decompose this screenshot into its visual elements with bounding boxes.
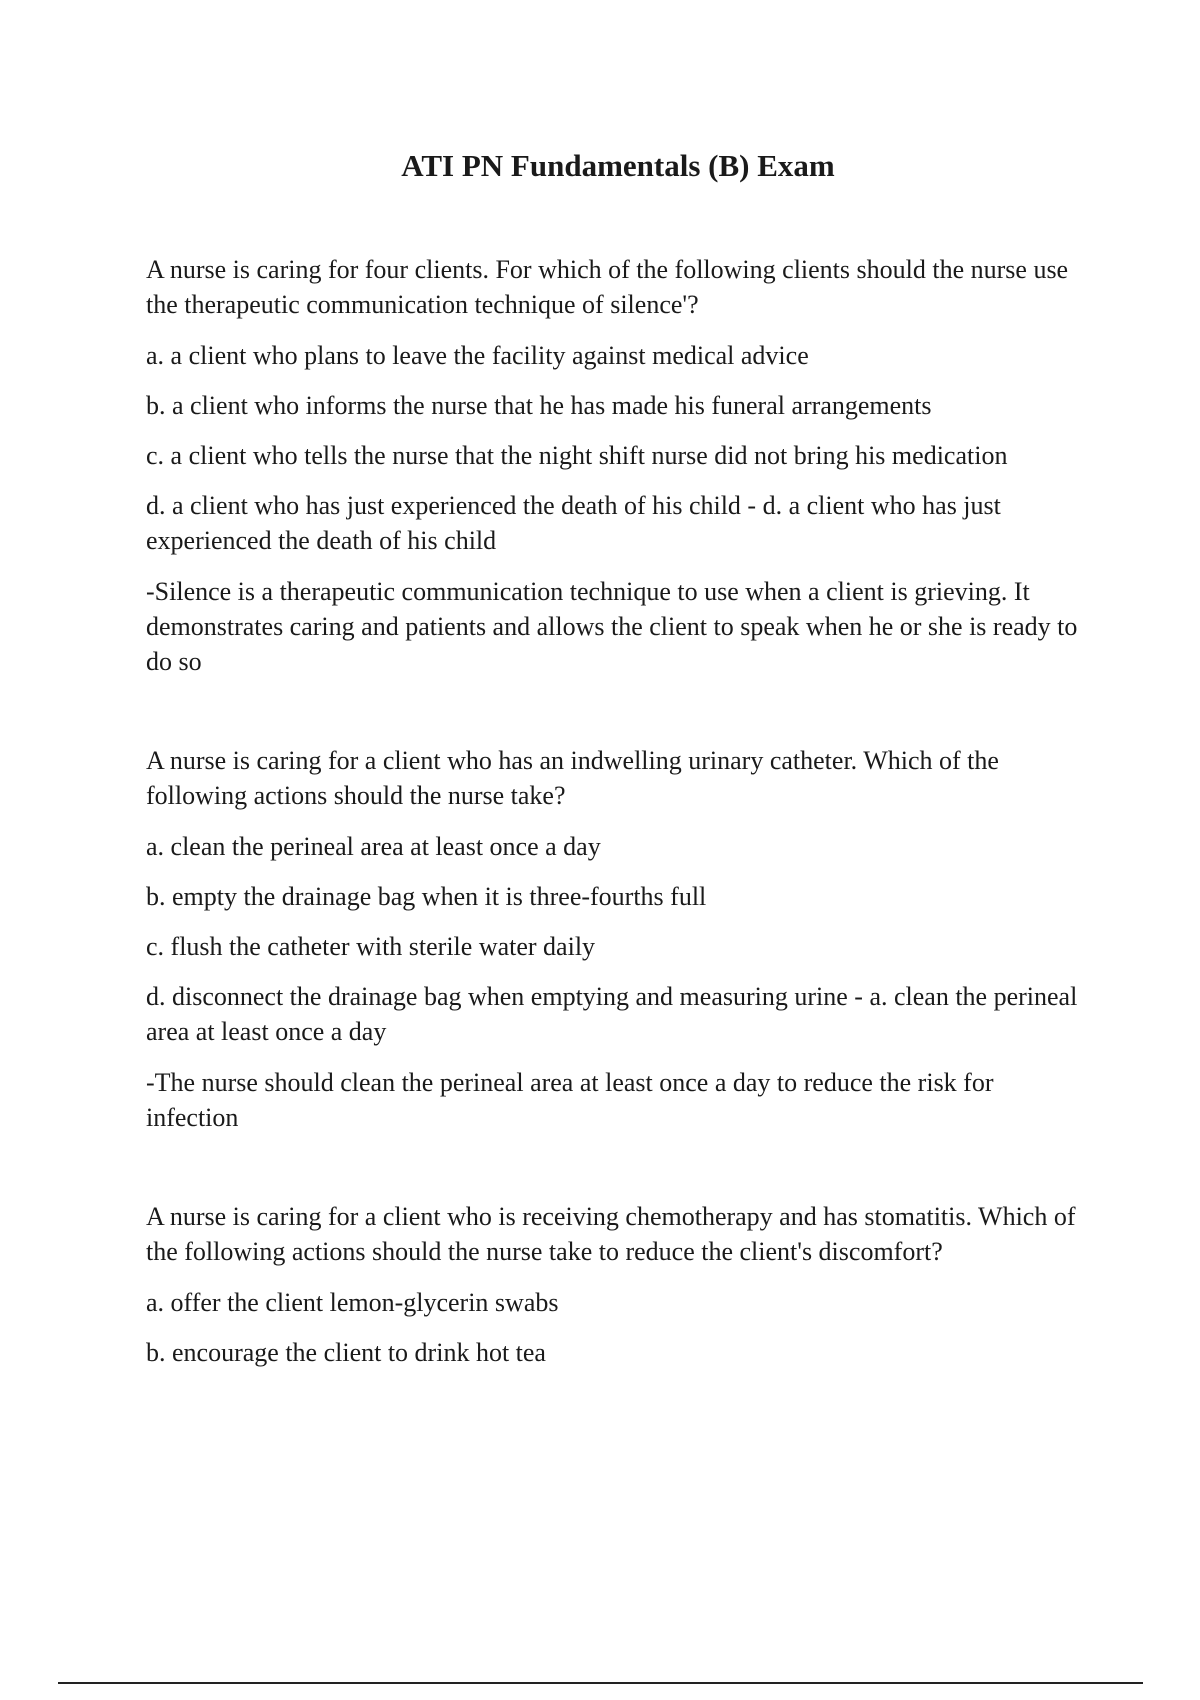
answer-option: a. a client who plans to leave the facility against medical advice	[146, 341, 809, 370]
answer-option: b. encourage the client to drink hot tea	[146, 1338, 546, 1367]
question-spacer	[146, 1135, 1086, 1199]
page-title: ATI PN Fundamentals (B) Exam	[401, 148, 835, 183]
answer-option-correct: d. disconnect the drainage bag when emptying and measuring urine - a. clean the perineal area at least once a day	[146, 982, 1078, 1046]
question-text: A nurse is caring for a client who is receiving chemotherapy and has stomatitis. Which of the following actions should the nurse take to reduce the client's discomfort?	[146, 1202, 1076, 1266]
question-text: A nurse is caring for a client who has an indwelling urinary catheter. Which of the following actions should the nurse take?	[146, 746, 999, 810]
question-1	[146, 252, 1086, 679]
answer-option: c. flush the catheter with sterile water daily	[146, 932, 596, 961]
question-list	[146, 252, 1086, 1385]
question-text: A nurse is caring for four clients. For which of the following clients should the nurse use the therapeutic communication technique of silence'?	[146, 255, 1069, 319]
answer-option: b. empty the drainage bag when it is three-fourths full	[146, 882, 707, 911]
answer-option: a. offer the client lemon-glycerin swabs	[146, 1288, 559, 1317]
question-2	[146, 743, 1086, 1135]
question-3	[146, 1199, 1086, 1370]
question-spacer	[146, 679, 1086, 743]
answer-option: c. a client who tells the nurse that the night shift nurse did not bring his medication	[146, 441, 1008, 470]
answer-option-correct: d. a client who has just experienced the death of his child - d. a client who has just experienced the death of his child	[146, 491, 1001, 555]
answer-option: b. a client who informs the nurse that he has made his funeral arrangements	[146, 391, 932, 420]
rationale-text: -Silence is a therapeutic communication technique to use when a client is grieving. It demonstrates caring and patients and allows the client to speak when he or she is ready to do so	[146, 577, 1078, 676]
rationale-text: -The nurse should clean the perineal area at least once a day to reduce the risk for infection	[146, 1068, 994, 1132]
answer-option: a. clean the perineal area at least once a day	[146, 832, 601, 861]
page-footer-rule	[58, 1682, 1143, 1684]
